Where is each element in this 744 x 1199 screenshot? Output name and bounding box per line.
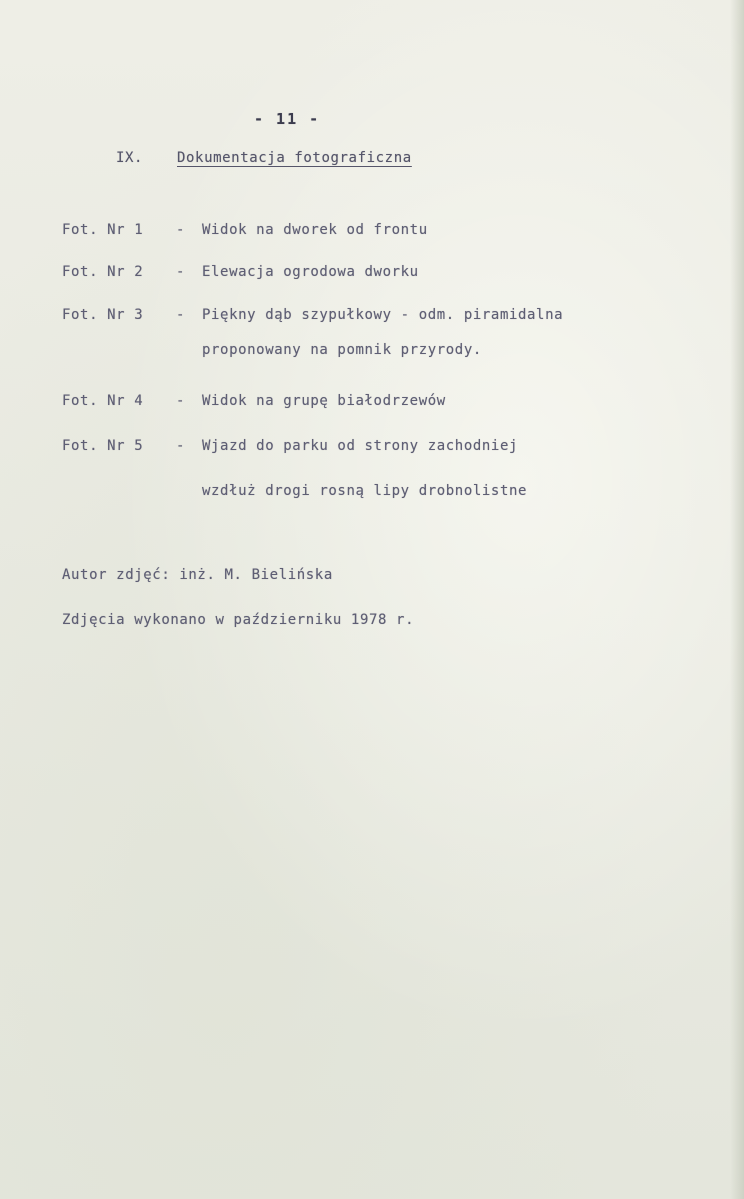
photo-description: Piękny dąb szypułkowy - odm. piramidalna [202,307,564,323]
photo-description: Widok na grupę białodrzewów [202,393,446,409]
photo-label: Fot. Nr 4 [62,393,144,409]
photo-description-continuation: wzdłuż drogi rosną lipy drobnolistne [202,483,528,499]
photo-dash: - [176,438,186,454]
photo-description: Elewacja ogrodowa dworku [202,264,419,280]
photo-label: Fot. Nr 1 [62,222,144,238]
photo-date-note: Zdjęcia wykonano w październiku 1978 r. [62,612,415,628]
photo-label: Fot. Nr 2 [62,264,144,280]
photo-description-continuation: proponowany na pomnik przyrody. [202,342,482,358]
section-title: Dokumentacja fotograficzna [177,150,412,166]
page-number: - 11 - [254,110,321,128]
section-number: IX. [116,150,144,166]
photo-author: Autor zdjęć: inż. M. Bielińska [62,567,333,583]
photo-dash: - [176,264,186,280]
photo-dash: - [176,222,186,238]
photo-label: Fot. Nr 3 [62,307,144,323]
photo-description: Wjazd do parku od strony zachodniej [202,438,519,454]
photo-label: Fot. Nr 5 [62,438,144,454]
photo-dash: - [176,307,186,323]
photo-description: Widok na dworek od frontu [202,222,428,238]
photo-dash: - [176,393,186,409]
page-edge-shadow [730,0,744,1199]
